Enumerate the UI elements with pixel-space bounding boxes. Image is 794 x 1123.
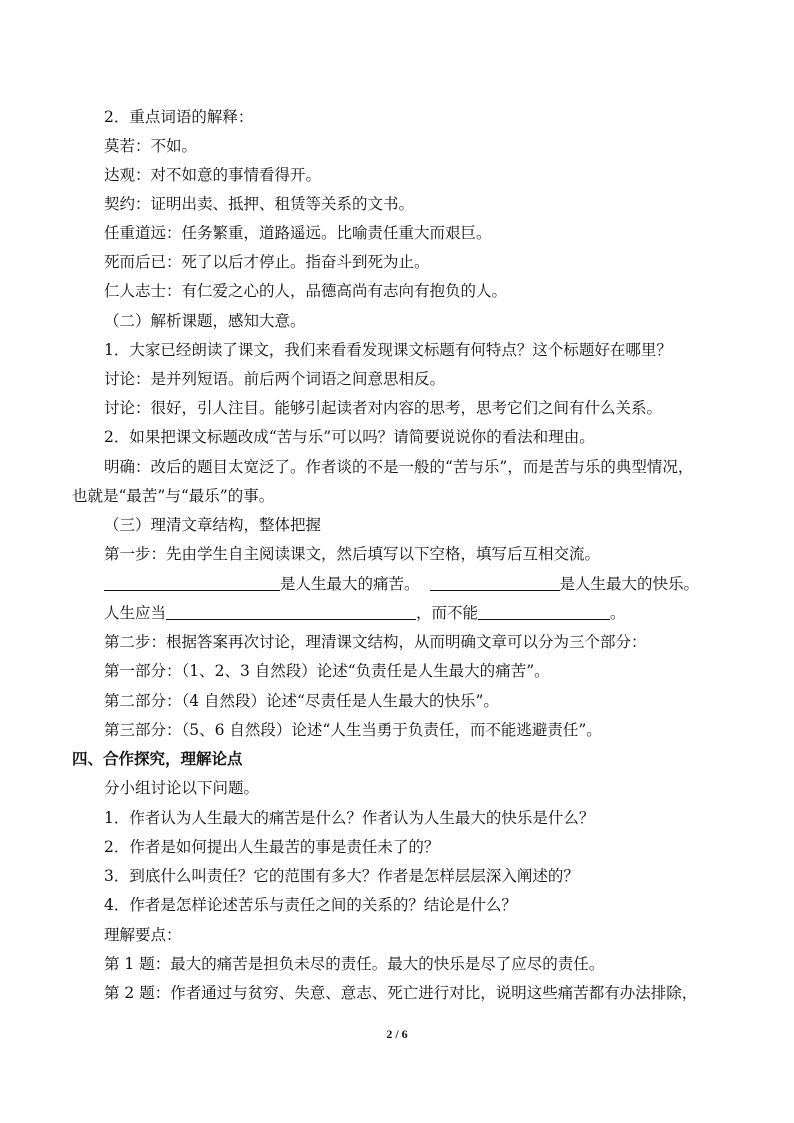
text-line: 2．重点词语的解释： (104, 108, 254, 126)
text-line: 第二部分：（4 自然段）论述“尽责任是人生最大的快乐”。 (104, 692, 499, 710)
section-heading-bold: 四、合作探究，理解论点 (72, 749, 243, 768)
text-line: 任重道远：任务繁重，道路遥远。比喻责任重大而艰巨。 (104, 224, 492, 242)
text-line: 莫若：不如。 (104, 137, 198, 155)
text-line: 明确：改后的题目太宽泛了。作者谈的不是一般的“苦与乐”，而是苦与乐的典型情况， (104, 458, 694, 476)
text-line: 讨论：是并列短语。前后两个词语之间意思相反。 (104, 370, 446, 388)
text-line: 第 2 题：作者通过与贫穷、失意、意志、死亡进行对比，说明这些痛苦都有办法排除， (104, 984, 698, 1002)
text-line: 1．作者认为人生最大的痛苦是什么？作者认为人生最大的快乐是什么？ (104, 809, 595, 827)
answer-blank-4[interactable] (478, 603, 610, 620)
page-number: 2 / 6 (386, 1027, 408, 1041)
text-line: 2．作者是如何提出人生最苦的事是责任未了的？ (104, 838, 440, 856)
text-segment: 是人生最大的快乐。 (559, 575, 700, 593)
section-heading: （三）理清文章结构，整体把握 (104, 516, 322, 534)
answer-blank-2[interactable] (430, 574, 560, 591)
text-line: 3．到底什么叫责任？它的范围有多大？作者是怎样层层深入阐述的？ (104, 867, 579, 885)
text-segment: ，而不能 (416, 604, 479, 622)
text-line: 第 1 题：最大的痛苦是担负未尽的责任。最大的快乐是尽了应尽的责任。 (104, 955, 605, 973)
text-line: 第二步：根据答案再次讨论，理清课文结构，从而明确文章可以分为三个部分： (104, 633, 647, 651)
text-line: 契约：证明出卖、抵押、租赁等关系的文书。 (104, 195, 415, 213)
text-line: 理解要点： (104, 926, 182, 944)
text-line: 4．作者是怎样论述苦乐与责任之间的关系的？结论是什么？ (104, 896, 517, 914)
answer-blank-1[interactable] (104, 574, 280, 591)
text-line: 讨论：很好，引人注目。能够引起读者对内容的思考，思考它们之间有什么关系。 (104, 399, 663, 417)
text-line: 第三部分：（5、6 自然段）论述“人生当勇于负责任，而不能逃避责任”。 (104, 721, 602, 739)
text-line: 达观：对不如意的事情看得开。 (104, 166, 322, 184)
text-line: 死而后已：死了以后才停止。指奋斗到死为止。 (104, 253, 430, 271)
text-line: 仁人志士：有仁爱之心的人，品德高尚有志向有抱负的人。 (104, 282, 508, 300)
text-line: 也就是“最苦”与“最乐”的事。 (72, 487, 275, 505)
text-segment: 是人生最大的痛苦。 (280, 575, 420, 593)
answer-blank-3[interactable] (166, 603, 416, 620)
text-line: 第一步：先由学生自主阅读课文，然后填写以下空格，填写后互相交流。 (104, 545, 601, 563)
text-segment: 人生应当 (104, 604, 167, 622)
text-line: 分小组讨论以下问题。 (104, 779, 260, 797)
text-segment: 。 (610, 604, 626, 622)
text-line: 1．大家已经朗读了课文，我们来看看发现课文标题有何特点？这个标题好在哪里？ (104, 341, 672, 359)
text-line: 2．如果把课文标题改成“苦与乐”可以吗？请简要说说你的看法和理由。 (104, 428, 595, 446)
fill-blank-line-2 (104, 603, 626, 623)
text-line: 第一部分：（1、2、3 自然段）论述“负责任是人生最大的痛苦”。 (104, 662, 550, 680)
fill-blank-line-1 (104, 574, 699, 594)
section-heading: （二）解析课题，感知大意。 (104, 312, 306, 330)
